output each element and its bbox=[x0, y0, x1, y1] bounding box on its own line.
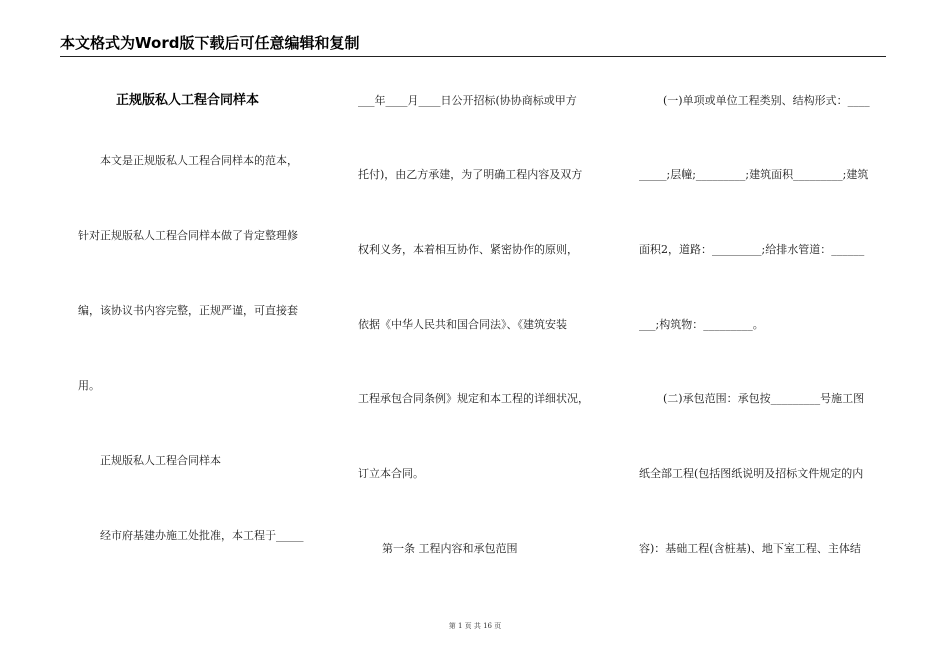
text-column-3 bbox=[639, 86, 889, 566]
paragraph-line: 面积2，道路：_________;给排水管道：______ bbox=[639, 243, 865, 256]
paragraph-line: ___年____月____日公开招标(协协商标或甲方 bbox=[358, 94, 577, 107]
document-title: 正规版私人工程合同样本 bbox=[116, 93, 260, 108]
section-heading: 正规版私人工程合同样本 bbox=[100, 454, 221, 467]
paragraph-line: 依据《中华人民共和国合同法》、《建筑安装 bbox=[358, 318, 567, 331]
text-column-2 bbox=[358, 86, 618, 566]
paragraph-line: 经市府基建办施工处批准，本工程于_____ bbox=[100, 529, 304, 542]
paragraph-line: 纸全部工程(包括图纸说明及招标文件规定的内 bbox=[639, 467, 864, 480]
paragraph-line: 用。 bbox=[78, 379, 100, 392]
paragraph-line: 托付)，由乙方承建，为了明确工程内容及双方 bbox=[358, 168, 583, 181]
paragraph-line: 针对正规版私人工程合同样本做了肯定整理修 bbox=[78, 229, 298, 242]
section-heading: 第一条 工程内容和承包范围 bbox=[382, 542, 518, 555]
paragraph-line: _____;层幢;_________;建筑面积_________;建筑 bbox=[639, 168, 869, 181]
paragraph-line: ___;构筑物：_________。 bbox=[639, 318, 764, 331]
paragraph-line: 本文是正规版私人工程合同样本的范本， bbox=[100, 154, 298, 167]
paragraph-line: 编，该协议书内容完整，正规严谨，可直接套 bbox=[78, 304, 298, 317]
paragraph-line: (二)承包范围：承包按_________号施工图 bbox=[663, 392, 865, 405]
document-banner: 本文格式为Word版下载后可任意编辑和复制 bbox=[60, 34, 886, 57]
paragraph-line: 工程承包合同条例》规定和本工程的详细状况， bbox=[358, 392, 589, 405]
page-number: 第 1 页 共 16 页 bbox=[448, 622, 502, 630]
paragraph-line: 订立本合同。 bbox=[358, 467, 424, 480]
paragraph-line: (一)单项或单位工程类别、结构形式：____ bbox=[663, 94, 870, 107]
paragraph-line: 权利义务，本着相互协作、紧密协作的原则， bbox=[358, 243, 578, 256]
text-column-1 bbox=[60, 86, 330, 566]
paragraph-line: 容)：基础工程(含桩基)、地下室工程、主体结 bbox=[639, 542, 861, 555]
